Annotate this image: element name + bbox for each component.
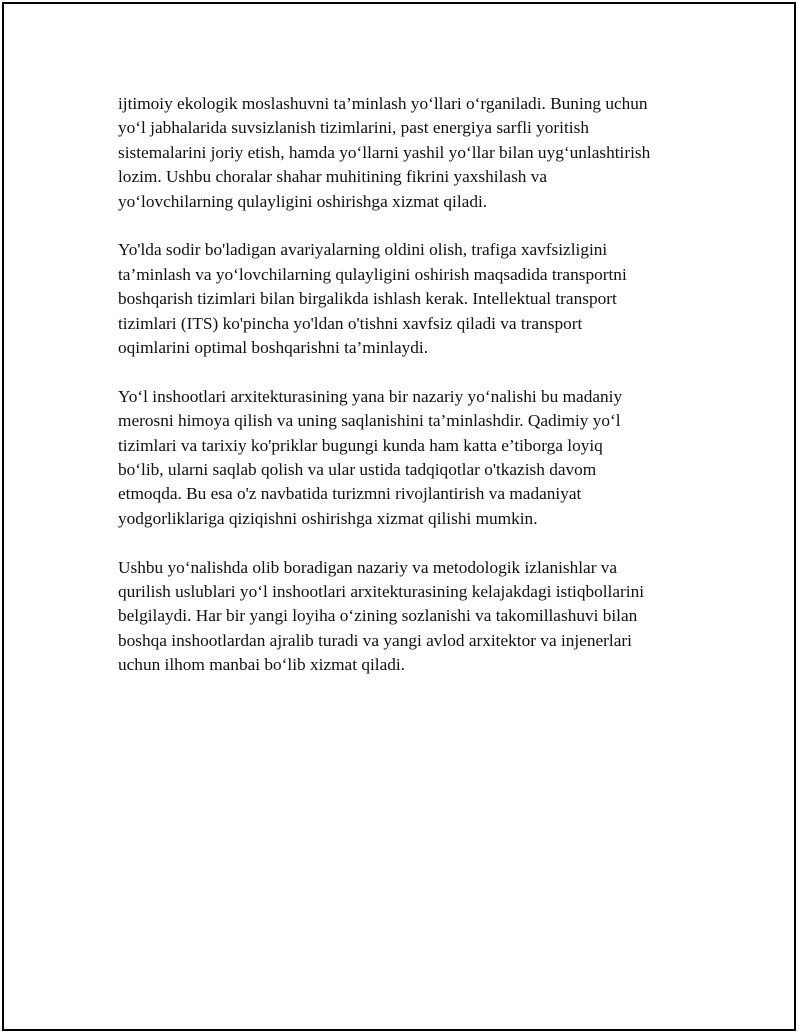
paragraph-1: ijtimoiy ekologik moslashuvni ta’minlash yo‘llari o‘rganiladi. Buning uchun yo‘l jabhalarida suvsizlanish tizimlarini, past energiya sarfli yoritish sistemalarini joriy etish, hamda yo‘llarni yashil yo‘llar bilan uyg‘unlashtirish lozim. Ushbu choralar shahar muhitining fikrini yaxshilash va yo‘lovchilarning qulayligini oshirishga xizmat qiladi.: [118, 94, 651, 211]
paragraph-2: Yo'lda sodir bo'ladigan avariyalarning oldini olish, trafiga xavfsizligini ta’minlash va yo‘lovchilarning qulayligini oshirish maqsadida transportni boshqarish tizimlari bilan birgalikda ishlash kerak. Intellektual transport tizimlari (ITS) ko'pincha yo'ldan o'tishni xavfsiz qiladi va transport oqimlarini optimal boshqarishni ta’minlaydi.: [118, 240, 627, 358]
paragraph-4: Ushbu yo‘nalishda olib boradigan nazariy va metodologik izlanishlar va qurilish uslublari yo‘l inshootlari arxitekturasining kelajakdagi istiqbollarini belgilaydi. Har bir yangi loyiha o‘zining sozlanishi va takomillashuvi bilan boshqa inshootlardan ajralib turadi va yangi avlod arxitektor va injenerlari uchun ilhom manbai bo‘lib xizmat qiladi.: [118, 557, 645, 675]
document-body: [118, 92, 708, 702]
paragraph-3: Yo‘l inshootlari arxitekturasining yana bir nazariy yo‘nalishi bu madaniy merosni himoya qilish va uning saqlanishini ta’minlashdir. Qadimiy yo‘l tizimlari va tarixiy ko'priklar bugungi kunda ham katta e’tiborga loyiq bo‘lib, ularni saqlab qolish va ular ustida tadqiqotlar o'tkazish davom etmoqda. Bu esa o'z navbatida turizmni rivojlantirish va madaniyat yodgorliklariga qiziqishni oshirishga xizmat qilishi mumkin.: [118, 386, 623, 528]
